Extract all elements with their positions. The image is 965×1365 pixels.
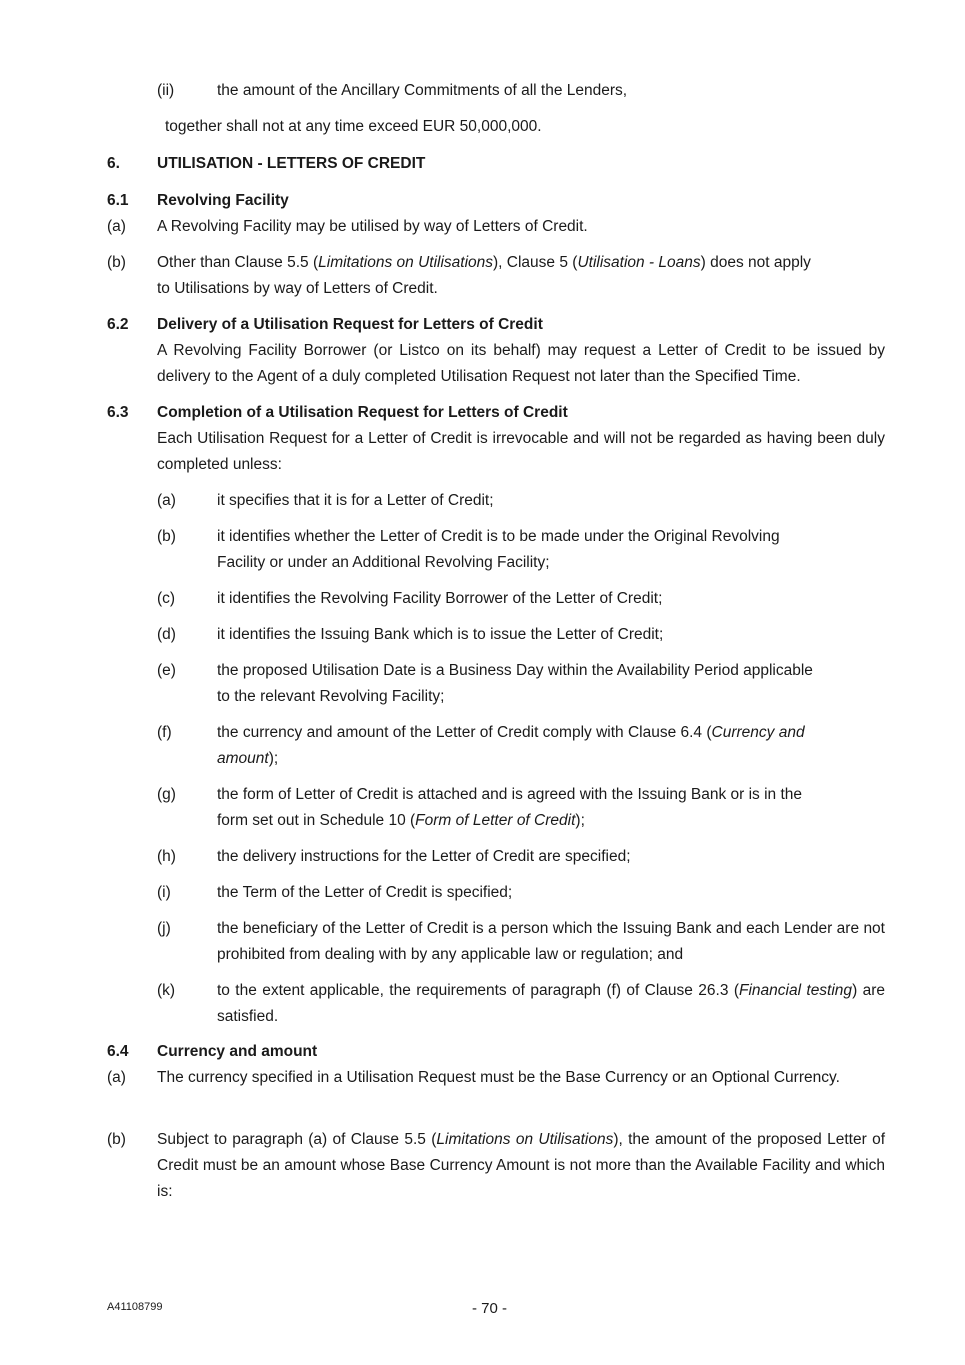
clause-6-3-i-label: (i) — [157, 884, 171, 901]
clause-6-3-f-label: (f) — [157, 724, 172, 741]
clause-6-3-k-label: (k) — [157, 982, 176, 999]
clause-6-3-h-label: (h) — [157, 848, 176, 865]
clause-6-3-d-text: it identifies the Issuing Bank which is to issue the Letter of Credit; — [217, 626, 664, 643]
clause-6-1-number: 6.1 — [107, 192, 129, 209]
clause-6-1-b-line1: Other than Clause 5.5 (Limitations on Utilisations), Clause 5 (Utilisation - Loans) does not apply — [157, 254, 811, 271]
clause-6-3-e-line2: to the relevant Revolving Facility; — [217, 688, 445, 705]
clause-6-2-title: Delivery of a Utilisation Request for Letters of Credit — [157, 316, 543, 333]
clause-6-3-k-text: to the extent applicable, the requirements of paragraph (f) of Clause 26.3 (Financial testing) are satisfied. — [217, 982, 885, 1025]
clause-6-3-g-line1: the form of Letter of Credit is attached and is agreed with the Issuing Bank or is in the — [217, 786, 803, 803]
clause-6-3-body: Each Utilisation Request for a Letter of Credit is irrevocable and will not be regarded as having been duly completed unless: — [157, 430, 885, 473]
clause-6-3-a-text: it specifies that it is for a Letter of Credit; — [217, 492, 494, 509]
clause-6-3-g-label: (g) — [157, 786, 176, 803]
clause-6-3-g-line2: form set out in Schedule 10 (Form of Letter of Credit); — [217, 812, 585, 829]
clause-6-3-j-label: (j) — [157, 920, 171, 937]
clause-6-3-f-line1: the currency and amount of the Letter of Credit comply with Clause 6.4 (Currency and — [217, 724, 805, 741]
clause-6-3-c-label: (c) — [157, 590, 176, 607]
clause-6-4-b-text: Subject to paragraph (a) of Clause 5.5 (Limitations on Utilisations), the amount of the proposed Letter of Credit must be an amount whose Base Currency Amount is not more than the Available Facility and which is: — [157, 1131, 885, 1200]
page-number: - 70 - — [472, 1300, 508, 1317]
clause-6-3-a-label: (a) — [157, 492, 176, 509]
clause-6-1-title: Revolving Facility — [157, 192, 289, 209]
clause-6-1-b-line2: to Utilisations by way of Letters of Credit. — [157, 280, 438, 297]
clause-6-3-c-text: it identifies the Revolving Facility Borrower of the Letter of Credit; — [217, 590, 663, 607]
clause-6-3-title: Completion of a Utilisation Request for Letters of Credit — [157, 404, 568, 421]
clause-6-3-b-line1: it identifies whether the Letter of Credit is to be made under the Original Revolving — [217, 528, 780, 545]
document-reference: A41108799 — [107, 1301, 163, 1313]
clause-6-2-body: A Revolving Facility Borrower (or Listco on its behalf) may request a Letter of Credit to be issued by delivery to the Agent of a duly completed Utilisation Request not later than the Specified Time. — [157, 342, 885, 385]
clause-6-4-title: Currency and amount — [157, 1043, 318, 1060]
clause-6-3-f-line2: amount); — [217, 750, 279, 767]
clause-6-3-number: 6.3 — [107, 404, 129, 421]
clause-6-3-b-line2: Facility or under an Additional Revolving Facility; — [217, 554, 550, 571]
clause-6-3-d-label: (d) — [157, 626, 176, 643]
section-6-title: UTILISATION - LETTERS OF CREDIT — [157, 155, 426, 172]
clause-6-4-b-label: (b) — [107, 1131, 126, 1148]
clause-6-2-number: 6.2 — [107, 316, 129, 333]
clause-6-3-e-line1: the proposed Utilisation Date is a Business Day within the Availability Period applicable — [217, 662, 813, 679]
clause-6-3-b-label: (b) — [157, 528, 176, 545]
clause-6-3-e-label: (e) — [157, 662, 176, 679]
section-6-number: 6. — [107, 155, 120, 172]
item-ii-label: (ii) — [157, 82, 175, 99]
together-text: together shall not at any time exceed EUR 50,000,000. — [165, 118, 542, 135]
clause-6-3-i-text: the Term of the Letter of Credit is specified; — [217, 884, 513, 901]
clause-6-4-number: 6.4 — [107, 1043, 129, 1060]
clause-6-4-a-text: The currency specified in a Utilisation Request must be the Base Currency or an Optional Currency. — [157, 1069, 840, 1086]
clause-6-1-b-label: (b) — [107, 254, 126, 271]
item-ii-text: the amount of the Ancillary Commitments of all the Lenders, — [217, 82, 628, 99]
clause-6-3-h-text: the delivery instructions for the Letter of Credit are specified; — [217, 848, 631, 865]
clause-6-1-a-label: (a) — [107, 218, 126, 235]
clause-6-4-a-label: (a) — [107, 1069, 126, 1086]
clause-6-3-j-text: the beneficiary of the Letter of Credit is a person which the Issuing Bank and each Lender are not prohibited from dealing with by any applicable law or regulation; and — [217, 920, 885, 963]
clause-6-1-a-text: A Revolving Facility may be utilised by way of Letters of Credit. — [157, 218, 588, 235]
